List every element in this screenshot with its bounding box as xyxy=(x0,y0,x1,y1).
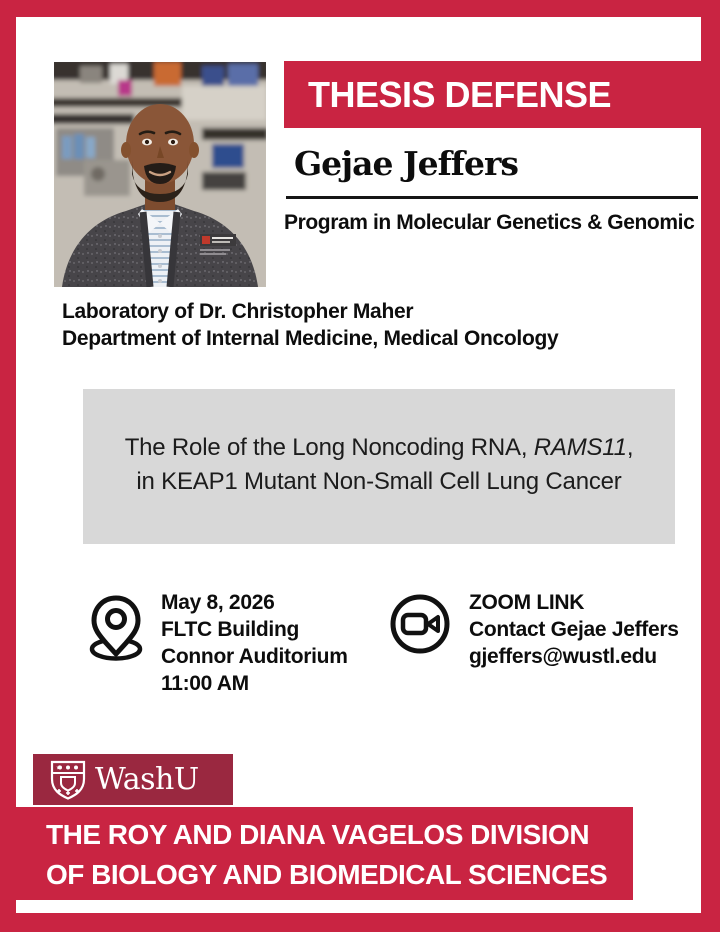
division-banner xyxy=(16,807,633,900)
washu-logo xyxy=(33,754,233,805)
department-line: Department of Internal Medicine, Medical Oncology xyxy=(62,326,559,350)
poster-inner-panel xyxy=(16,17,701,913)
location-pin-icon xyxy=(88,592,144,662)
event-details xyxy=(161,589,348,697)
thesis-defense-banner xyxy=(284,61,720,128)
program-name: Program in Molecular Genetics & Genomic xyxy=(284,211,695,234)
event-room: Connor Auditorium xyxy=(161,645,348,668)
zoom-email: gjeffers@wustl.edu xyxy=(469,645,657,668)
zoom-contact: Contact Gejae Jeffers xyxy=(469,618,679,641)
division-line1: THE ROY AND DIANA VAGELOS DIVISION xyxy=(46,819,590,850)
event-time: 11:00 AM xyxy=(161,672,249,695)
thesis-title-line2: in KEAP1 Mutant Non-Small Cell Lung Cancer xyxy=(136,468,622,495)
washu-shield-icon xyxy=(49,759,87,801)
zoom-heading: ZOOM LINK xyxy=(469,591,585,614)
division-line2: OF BIOLOGY AND BIOMEDICAL SCIENCES xyxy=(46,859,608,890)
event-date: May 8, 2026 xyxy=(161,591,275,614)
zoom-details xyxy=(469,589,679,670)
banner-title: THESIS DEFENSE xyxy=(308,74,612,115)
thesis-title-box xyxy=(83,389,675,544)
speaker-name: Gejae Jeffers xyxy=(294,144,518,183)
video-camera-icon xyxy=(388,592,452,656)
lab-line: Laboratory of Dr. Christopher Maher xyxy=(62,300,414,323)
event-building: FLTC Building xyxy=(161,618,300,641)
portrait-photo xyxy=(54,62,266,287)
affiliation-block xyxy=(62,299,558,352)
header-divider xyxy=(286,196,698,199)
thesis-title xyxy=(83,431,675,499)
thesis-title-line1: The Role of the Long Noncoding RNA, RAMS11, xyxy=(124,434,634,461)
gene-name: RAMS11 xyxy=(533,434,627,461)
washu-wordmark: WashU xyxy=(95,762,199,797)
